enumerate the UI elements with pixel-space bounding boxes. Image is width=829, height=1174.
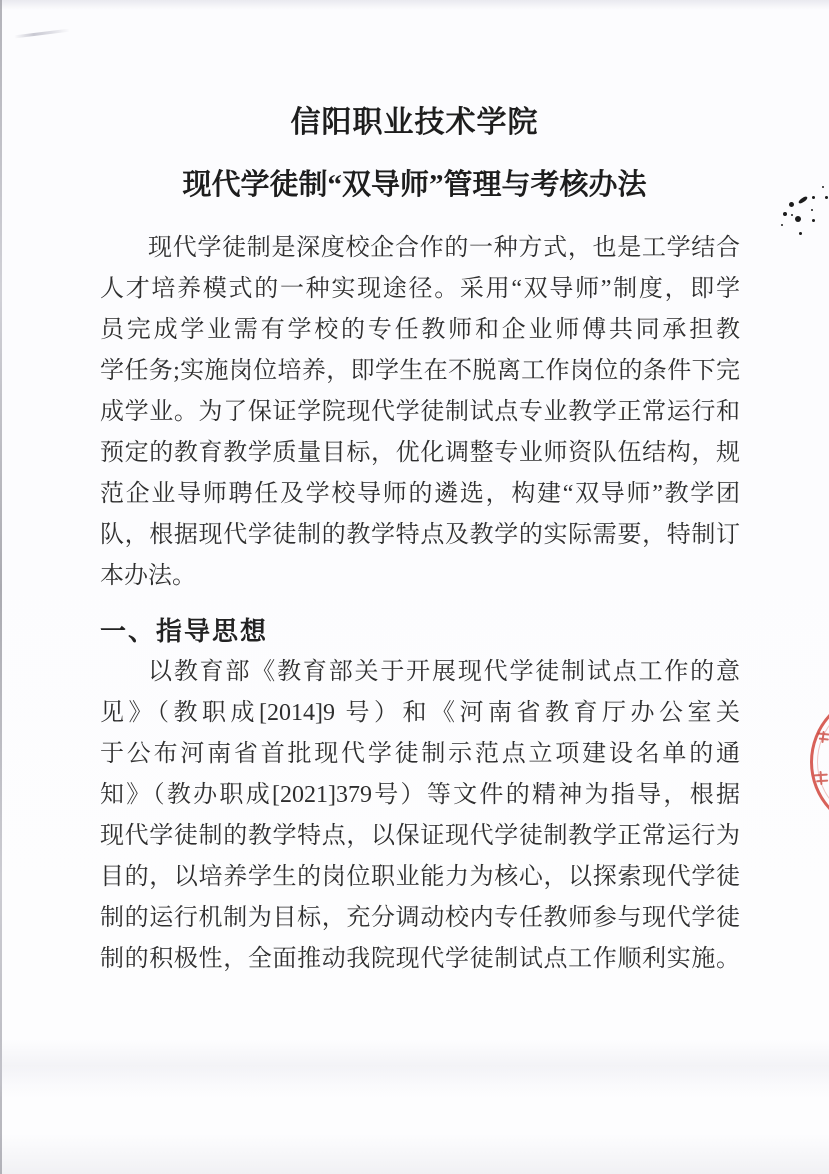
doc-title-subject: 现代学徒制“双导师”管理与考核办法 <box>182 169 647 201</box>
ink-dot <box>812 219 815 222</box>
section-line: 制的积极性，全面推动我院现代学徒制试点工作顺利实施。 <box>100 946 740 972</box>
section-line: 目的，以培养学生的岗位职业能力为核心，以探索现代学徒 <box>100 864 740 890</box>
red-seal-character-fragment <box>816 730 829 744</box>
ink-dot <box>789 202 794 207</box>
ink-dot <box>799 232 802 235</box>
ink-dot <box>795 216 801 222</box>
ink-dot <box>825 196 828 199</box>
ink-dot <box>781 224 783 226</box>
paper-crease-mark <box>14 29 70 39</box>
intro-line: 队，根据现代学徒制的教学特点及教学的实际需要，特制订 <box>100 522 740 548</box>
ink-dot <box>783 212 787 216</box>
doc-title-institution: 信阳职业技术学院 <box>290 106 539 139</box>
section-line: 于公布河南省首批现代学徒制示范点立项建设名单的通 <box>100 741 740 767</box>
section-heading: 一、指导思想 <box>100 616 269 646</box>
intro-line: 学任务;实施岗位培养，即学生在不脱离工作岗位的条件下完 <box>100 358 740 384</box>
ink-dot <box>791 214 793 216</box>
intro-line: 员完成学业需有学校的专任教师和企业师傅共同承担教 <box>100 317 740 343</box>
section-line: 现代学徒制的教学特点，以保证现代学徒制教学正常运行为 <box>100 823 740 849</box>
ink-dot <box>811 209 813 211</box>
intro-line: 预定的教育教学质量目标，优化调整专业师资队伍结构，规 <box>100 440 740 466</box>
red-seal-stamp-partial <box>810 692 829 832</box>
scan-shade-band <box>0 1040 829 1098</box>
section-line: 见》（教职成[2014]9 号）和《河南省教育厅办公室关 <box>100 700 740 726</box>
section-line: 以教育部《教育部关于开展现代学徒制试点工作的意 <box>148 659 740 685</box>
intro-line: 成学业。为了保证学院现代学徒制试点专业教学正常运行和 <box>100 399 740 425</box>
intro-line: 现代学徒制是深度校企合作的一种方式，也是工学结合 <box>148 235 740 261</box>
ink-dot <box>822 186 824 188</box>
ink-dot <box>812 196 815 199</box>
seal-stroke <box>821 731 824 743</box>
intro-line: 范企业导师聘任及学校导师的遴选，构建“双导师”教学团 <box>100 481 740 507</box>
document-body <box>100 228 740 980</box>
red-seal-character-fragment <box>813 771 828 787</box>
red-seal-inner-ring <box>817 699 829 825</box>
section-line: 制的运行机制为目标，充分调动校内专任教师参与现代学徒 <box>100 905 740 931</box>
section-line: 知》（教办职成[2021]379号）等文件的精神为指导，根据 <box>100 782 740 808</box>
intro-line: 本办法。 <box>100 563 196 589</box>
intro-line: 人才培养模式的一种实现途径。采用“双导师”制度，即学 <box>100 276 740 302</box>
